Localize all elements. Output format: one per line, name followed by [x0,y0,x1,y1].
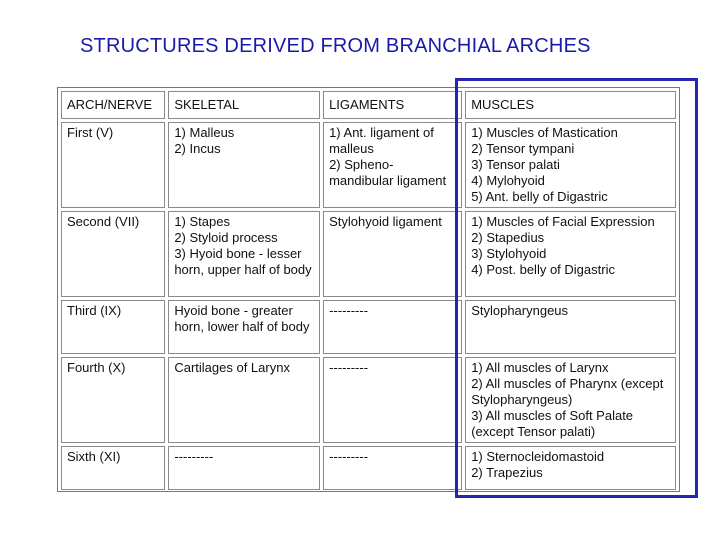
arch-cell: First (V) [61,122,165,208]
table-row [61,122,676,208]
skeletal-cell: 1) Malleus 2) Incus [168,122,320,208]
skeletal-cell: Cartilages of Larynx [168,357,320,443]
skeletal-cell: 1) Stapes 2) Styloid process 3) Hyoid bone - lesser horn, upper half of body [168,211,320,297]
skeletal-cell: Hyoid bone - greater horn, lower half of body [168,300,320,354]
header-row [61,91,676,119]
ligaments-cell: 1) Ant. ligament of malleus 2) Spheno-mandibular ligament [323,122,462,208]
arches-table [57,87,680,492]
header-skeletal: SKELETAL [168,91,320,119]
muscles-cell: Stylopharyngeus [465,300,676,354]
table-row [61,446,676,490]
header-muscles: MUSCLES [465,91,676,119]
header-ligaments: LIGAMENTS [323,91,462,119]
table-row [61,300,676,354]
ligaments-cell: --------- [323,300,462,354]
muscles-cell: 1) Muscles of Mastication 2) Tensor tympani 3) Tensor palati 4) Mylohyoid 5) Ant. belly of Digastric [465,122,676,208]
arch-cell: Second (VII) [61,211,165,297]
page-title: STRUCTURES DERIVED FROM BRANCHIAL ARCHES [80,35,591,57]
ligaments-cell: Stylohyoid ligament [323,211,462,297]
muscles-cell: 1) Sternocleidomastoid 2) Trapezius [465,446,676,490]
arch-cell: Fourth (X) [61,357,165,443]
table-row [61,357,676,443]
ligaments-cell: --------- [323,446,462,490]
muscles-cell: 1) Muscles of Facial Expression 2) Stapedius 3) Stylohyoid 4) Post. belly of Digastric [465,211,676,297]
ligaments-cell: --------- [323,357,462,443]
table-row [61,211,676,297]
muscles-cell: 1) All muscles of Larynx 2) All muscles of Pharynx (except Stylopharyngeus) 3) All muscles of Soft Palate (except Tensor palati) [465,357,676,443]
skeletal-cell: --------- [168,446,320,490]
arch-cell: Sixth (XI) [61,446,165,490]
arch-cell: Third (IX) [61,300,165,354]
header-arch-nerve: ARCH/NERVE [61,91,165,119]
